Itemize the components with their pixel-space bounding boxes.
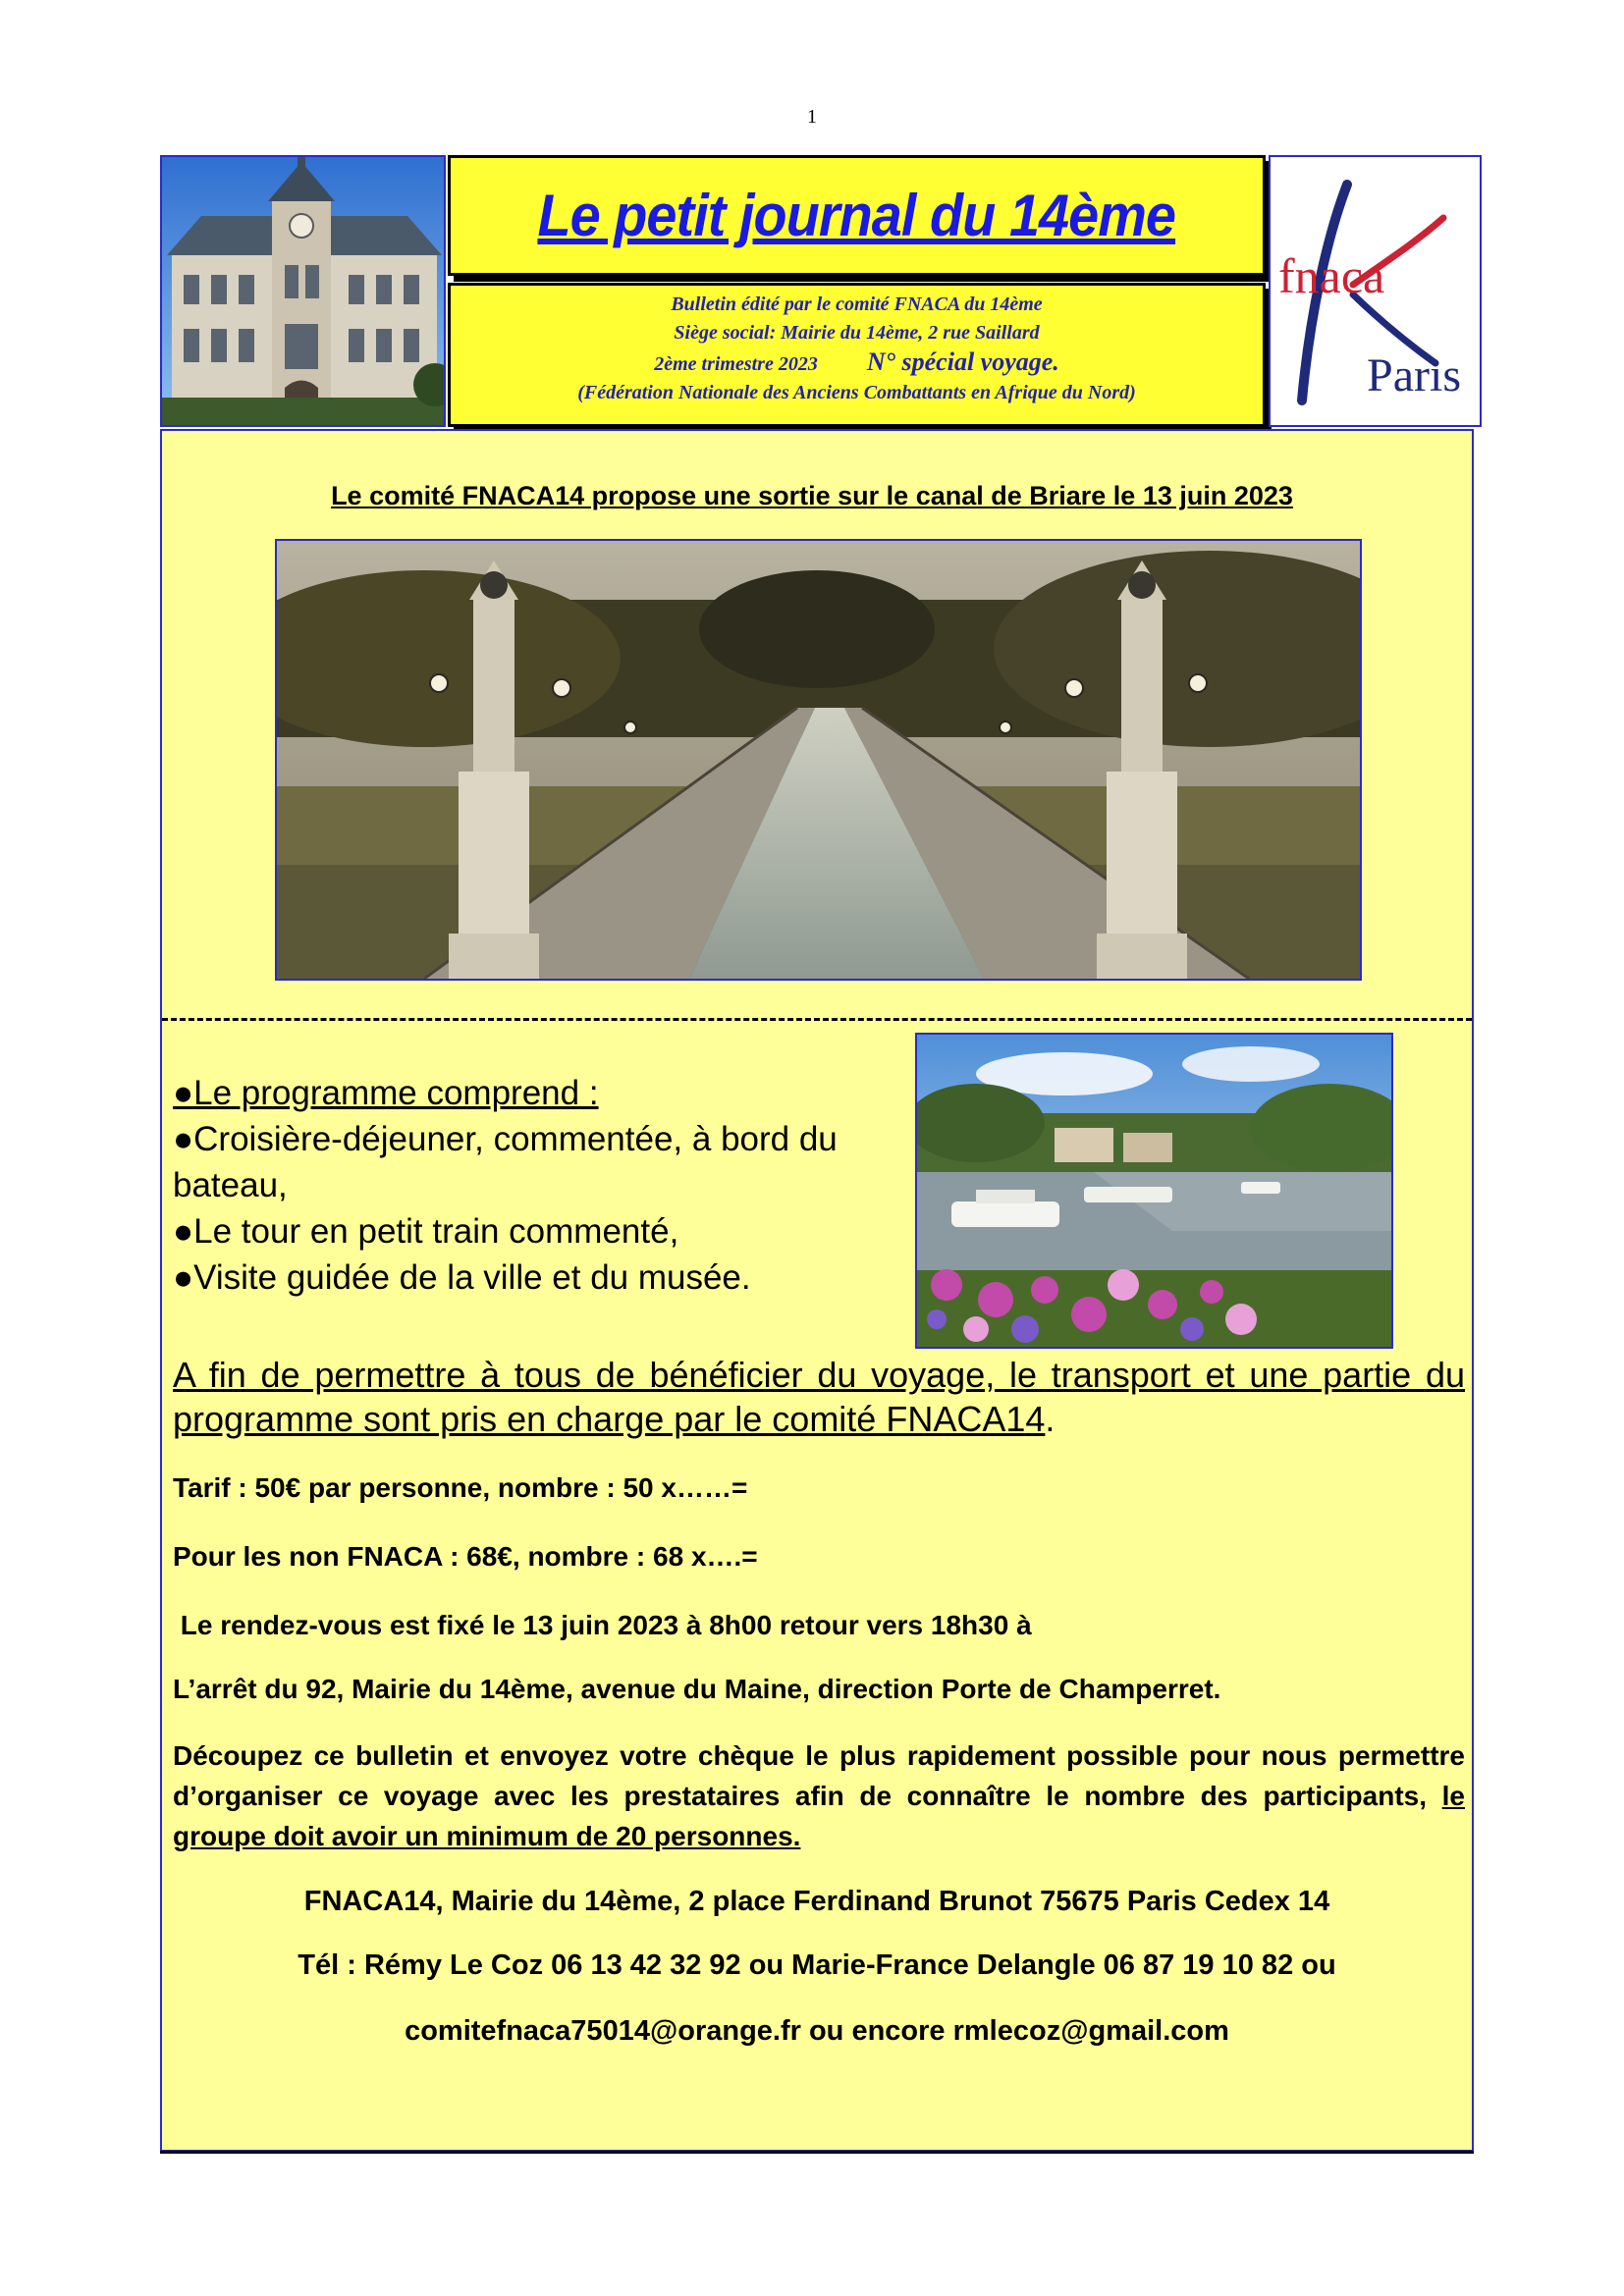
fnaca-paris-logo (1269, 155, 1482, 427)
canal-town-illustration (917, 1035, 1391, 1347)
price-non-member: Pour les non FNACA : 68€, nombre : 68 x….= (173, 1541, 758, 1572)
info-line-federation: (Fédération Nationale des Anciens Combattants en Afrique du Nord) (577, 382, 1136, 403)
fnaca-logo-graphic (1271, 157, 1480, 425)
logo-text-paris: Paris (1367, 349, 1461, 401)
contact-emails: comitefnaca75014@orange.fr ou encore rmlecoz@gmail.com (405, 2015, 1229, 2047)
info-line-issue (451, 347, 1263, 379)
page-number: 1 (807, 106, 817, 128)
info-line-publisher: Bulletin édité par le comité FNACA du 14ème (671, 294, 1043, 315)
postal-address: FNACA14, Mairie du 14ème, 2 place Ferdinand Brunot 75675 Paris Cedex 14 (303, 1886, 1330, 1917)
town-hall-illustration (162, 157, 444, 425)
info-line-address: Siège social: Mairie du 14ème, 2 rue Saillard (674, 322, 1040, 344)
logo-text-fnaca: fnaca (1278, 248, 1385, 303)
meeting-place: L’arrêt du 92, Mairie du 14ème, avenue du Maine, direction Porte de Champerret. (173, 1674, 1221, 1704)
funding-notice-text: A fin de permettre à tous de bénéficier du voyage, le transport et une partie du programme sont pris en charge par le comité FNACA14 (173, 1355, 1465, 1439)
meeting-time: Le rendez-vous est fixé le 13 juin 2023 à 8h00 retour vers 18h30 à (173, 1610, 1032, 1640)
program-list (173, 1070, 899, 1301)
registration-instructions (173, 1735, 1465, 1856)
program-heading: ●Le programme comprend : (173, 1074, 599, 1112)
newsletter-title-banner (448, 155, 1266, 276)
newsletter-title: Le petit journal du 14ème (537, 183, 1176, 248)
funding-notice-period: . (1045, 1399, 1056, 1439)
registration-text: Découpez ce bulletin et envoyez votre chèque le plus rapidement possible pour nous permettre d’organiser ce voyage avec les prestataires afin de connaître le nombre des participants, (173, 1740, 1465, 1811)
trip-headline: Le comité FNACA14 propose une sortie sur le canal de Briare le 13 juin 2023 (331, 481, 1293, 510)
contact-phones: Tél : Rémy Le Coz 06 13 42 32 92 ou Marie-France Delangle 06 87 19 10 82 ou (298, 1949, 1336, 1981)
funding-notice (173, 1353, 1465, 1441)
program-item-visit: ●Visite guidée de la ville et du musée. (173, 1258, 751, 1297)
issue-quarter: 2ème trimestre 2023 (654, 353, 818, 375)
canal-bridge-illustration (277, 541, 1360, 979)
minimum-group-note: le groupe doit avoir un minimum de 20 personnes. (173, 1781, 1465, 1851)
canal-bridge-photo (275, 539, 1362, 981)
price-member: Tarif : 50€ par personne, nombre : 50 x……= (173, 1472, 748, 1503)
section-divider (162, 1018, 1472, 1021)
program-item-train: ●Le tour en petit train commenté, (173, 1212, 679, 1251)
program-item-cruise: ●Croisière-déjeuner, commentée, à bord du bateau, (173, 1120, 838, 1204)
issue-special: N° spécial voyage. (866, 347, 1059, 376)
newsletter-info-banner (448, 283, 1266, 427)
canal-town-photo (915, 1033, 1393, 1349)
town-hall-photo (160, 155, 446, 427)
